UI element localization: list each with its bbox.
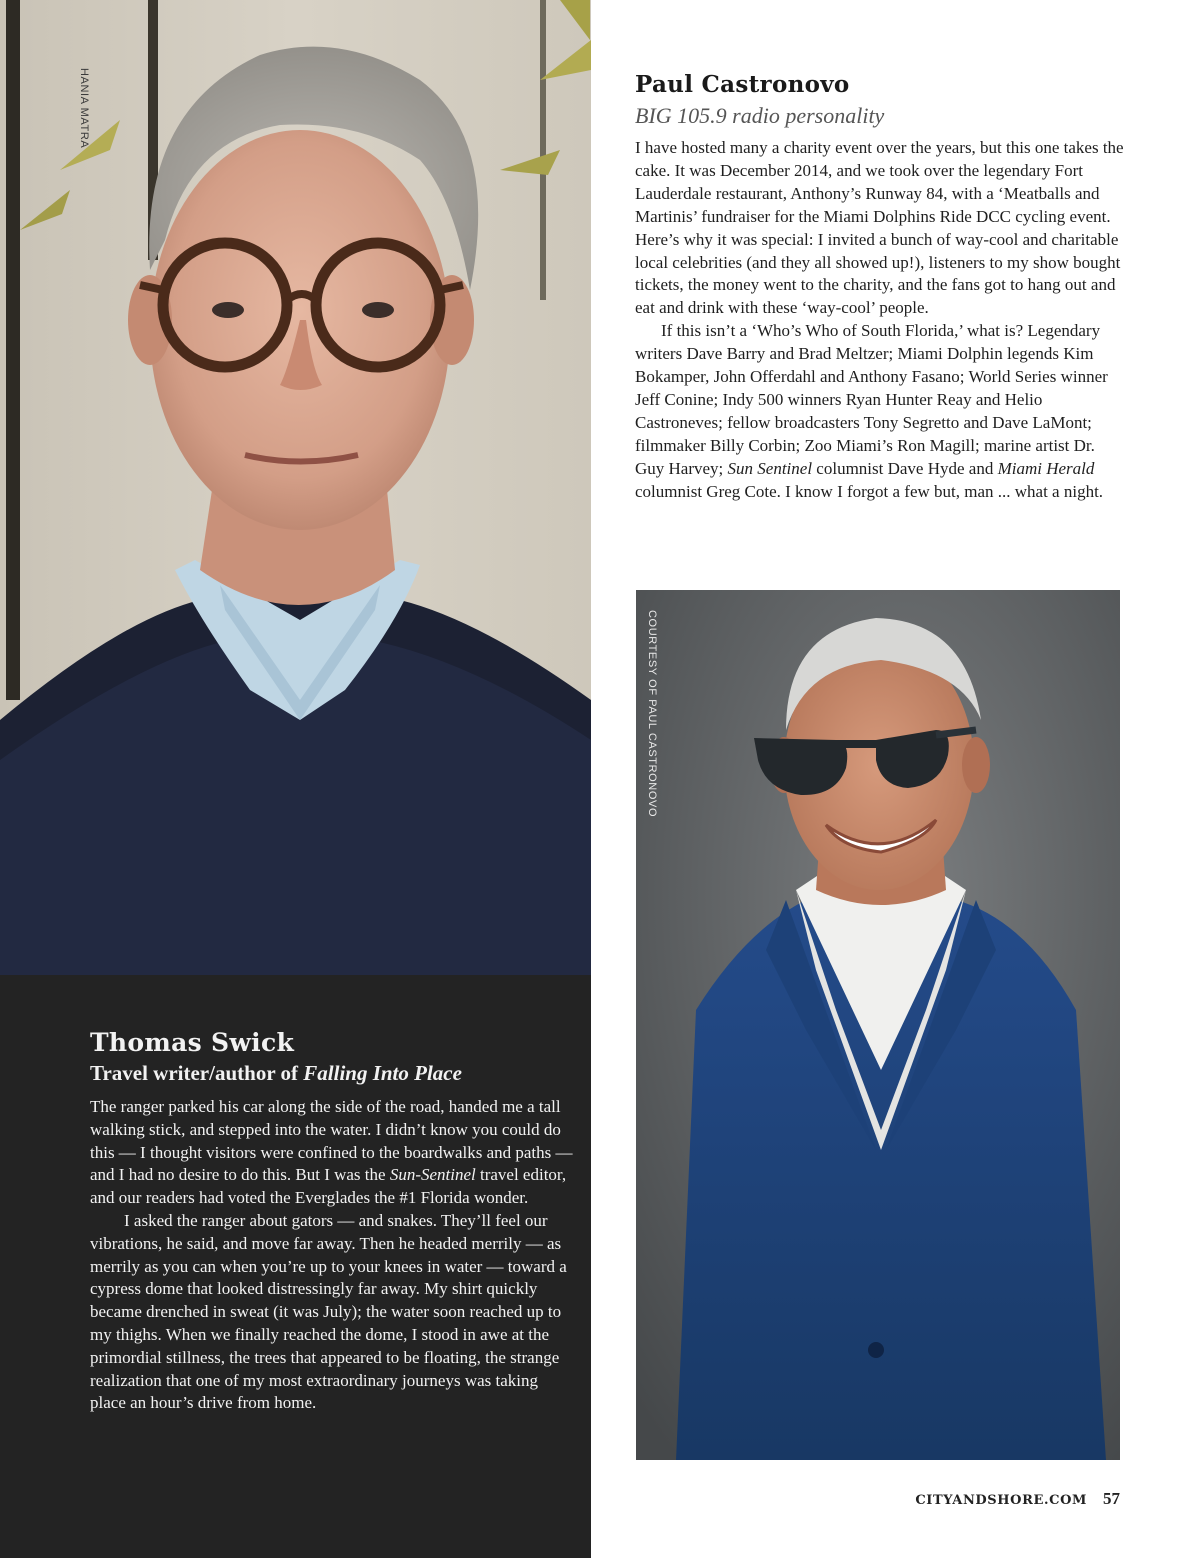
photo-credit-paul-castronovo: COURTESY OF PAUL CASTRONOVO	[646, 610, 658, 818]
paul-castronovo-photo	[636, 590, 1120, 1460]
paul-castronovo-body	[635, 137, 1125, 504]
paul-castronovo-name: Paul Castronovo	[635, 71, 850, 98]
paragraph: If this isn’t a ‘Who’s Who of South Florida,’ what is? Legendary writers Dave Barry and Brad Meltzer; Miami Dolphin legends Kim Bokamper, John Offerdahl and Anthony Fasano; World Series winner Jeff Conine; Indy 500 winners Ryan Hunter Reay and Helio Castroneves; fellow broadcasters Tony Segretto and Dave LaMont; filmmaker Billy Corbin; Zoo Miami’s Ron Magill; marine artist Dr. Guy Harvey; Sun Sentinel columnist Dave Hyde and Miami Herald columnist Greg Cote. I know I forgot a few but, man ... what a night.	[635, 321, 1108, 501]
publication-name: Miami Herald	[997, 458, 1095, 478]
paul-castronovo-section	[635, 70, 1125, 504]
thomas-swick-section	[90, 1028, 576, 1415]
thomas-swick-title: Travel writer/author of Falling Into Place	[90, 1061, 462, 1085]
left-column	[0, 0, 591, 1558]
thomas-swick-name: Thomas Swick	[90, 1028, 295, 1057]
publication-name: Sun-Sentinel	[389, 1165, 476, 1185]
page-number: 57	[1103, 1489, 1120, 1508]
paragraph: I have hosted many a charity event over the years, but this one takes the cake. It was December 2014, and we took over the legendary Fort Lauderdale restaurant, Anthony’s Runway 84, with a ‘Meatballs and Martinis’ fundraiser for the Miami Dolphins Ride DCC cycling event. Here’s why it was special: I invited a bunch of way-cool and charitable local celebrities (and they all showed up!), listeners to my show bought tickets, the money went to the charity, and the fans got to hang out and eat and drink with these ‘way-cool’ people.	[635, 138, 1124, 318]
book-title: Falling Into Place	[303, 1061, 462, 1085]
thomas-swick-body	[90, 1096, 576, 1415]
page-footer	[915, 1489, 1120, 1509]
paragraph: I asked the ranger about gators — and snakes. They’ll feel our vibrations, he said, and move far away. Then he headed merrily — as merrily as you can when you’re up to your knees in water — toward a cypress dome that looked distressingly far away. My shirt quickly became drenched in sweat (it was July); the water soon reached up to my thighs. When we finally reached the dome, I stood in awe at the primordial stillness, the trees that appeared to be floating, the strange realization that one of my most extraordinary journeys was taking place an hour’s drive from home.	[90, 1210, 567, 1413]
paragraph: The ranger parked his car along the side of the road, handed me a tall walking stick, and stepped into the water. I didn’t know you could do this — I thought visitors were confined to the boardwalks and paths — and I had no desire to do this. But I was the Sun-Sentinel travel editor, and our readers had voted the Everglades the #1 Florida wonder.	[90, 1097, 573, 1208]
website-url: CITYANDSHORE.COM	[915, 1493, 1087, 1508]
photo-credit-hania-matra: HANIA MATRA	[78, 68, 90, 149]
publication-name: Sun Sentinel	[727, 458, 813, 478]
paul-castronovo-title: BIG 105.9 radio personality	[635, 103, 885, 128]
